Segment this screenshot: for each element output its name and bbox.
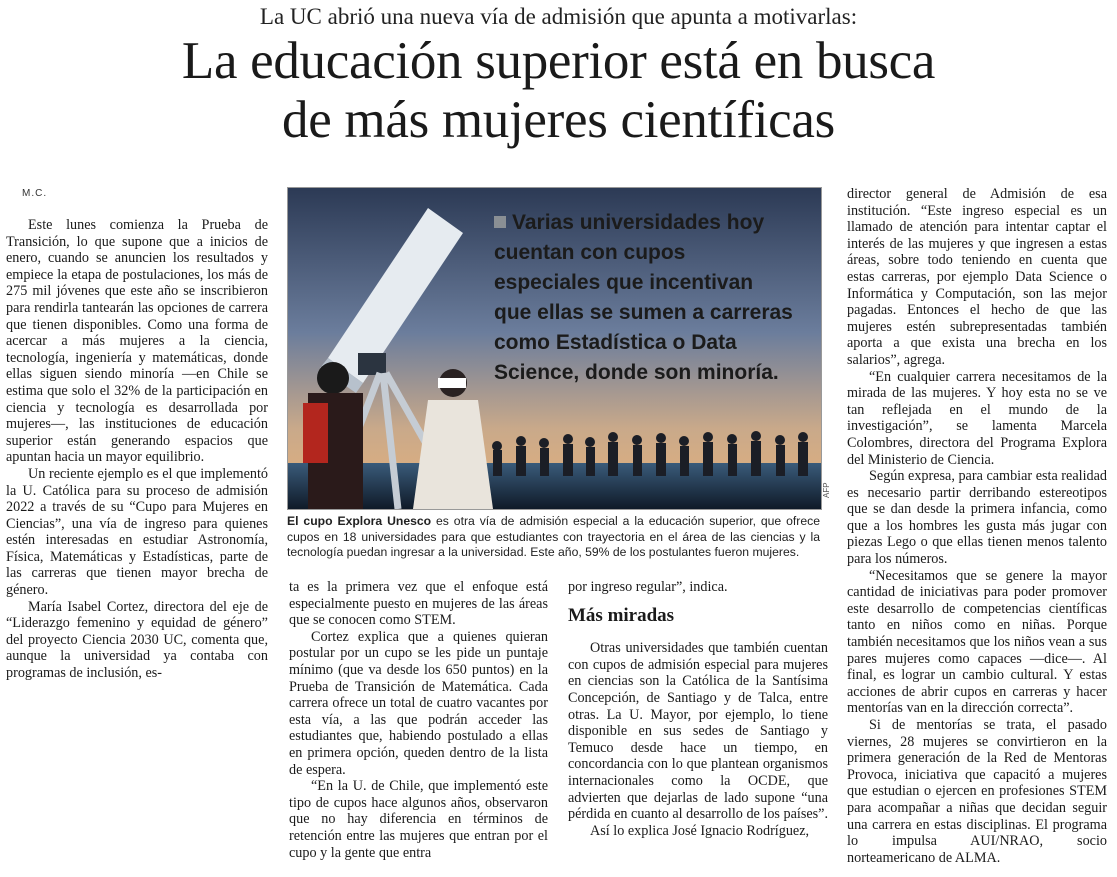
kicker: La UC abrió una nueva vía de admisión que apunta a motivarlas: [259, 4, 858, 29]
headline-line-1: La educación superior está en busca [181, 32, 936, 90]
caption-lead: El cupo Explora Unesco [287, 514, 432, 528]
article-column-3 [568, 579, 828, 839]
article-column-1 [6, 217, 268, 682]
pull-quote [494, 208, 794, 388]
headline [0, 32, 1117, 150]
paragraph: por ingreso regular”, indica. [568, 579, 728, 595]
paragraph: María Isabel Cortez, directora del eje de “Liderazgo femenino y equidad de género” del proyecto Ciencia 2030 UC, comenta que, aunque la universidad ya contaba con programas de inclusión, es- [6, 598, 268, 682]
paragraph: ta es la primera vez que el enfoque está especialmente puesto en mujeres de las áreas que se conocen como STEM. [289, 579, 548, 629]
pull-quote-text: Varias universidades hoy cuentan con cupos especiales que incentivan que ellas se sumen a carreras como Estadística o Data Science, donde son minoría. [494, 211, 793, 384]
paragraph: “Necesitamos que se genere la mayor cantidad de iniciativas para poder promover este desarrollo de competencias científicas tanto en niños como en niñas. Porque también necesitamos que los niños vean a sus pares mujeres como capaces —dice—. Al final, es lograr un cambio cultural. Y estas acciones de abrir cupos en carreras y hacer mentorías van en la dirección correcta”. [847, 567, 1107, 717]
paragraph: Si de mentorías se trata, el pasado viernes, 28 mujeres se convirtieron en la primera generación de la Red de Mentoras Provoca, iniciativa que capacitó a mujeres que estudian o ejercen en profesiones STEM para acompañar a niñas que decidan seguir una carrera en estas disciplinas. El programa lo impulsa AUI/NRAO, socio norteamericano de ALMA. [847, 717, 1107, 866]
article-photo [287, 187, 822, 510]
subheading: Más miradas [568, 604, 675, 626]
article-column-2 [289, 579, 548, 861]
paragraph: Así lo explica José Ignacio Rodríguez, [590, 822, 810, 839]
paragraph: Cortez explica que a quienes quieran postular por un cupo se les pide un puntaje mínimo (que va desde los 650 puntos) en la Prueba de Transición de Matemática. Cada carrera ofrece un total de cuatro vacantes por esta vía, a las que podrán acceder las estudiantes que, habiendo postulado a ellas en primera opción, queden dentro de la lista de espera. [289, 628, 548, 778]
byline: M.C. [22, 188, 48, 199]
caption-text: es otra vía de admisión especial a la educación superior, que ofrece cupos en 18 universidades para que estudiantes con trayectoria en el área de las ciencias y la tecnología puedan ingresar a la universidad. Este año, 59% de los postulantes fueron mujeres. [287, 514, 820, 559]
ground [288, 463, 821, 509]
paragraph: Otras universidades que también cuentan con cupos de admisión especial para mujeres en ciencias son la Católica de la Santísima Concepción, de Santiago y de Talca, entre otras. La U. Mayor, por ejemplo, lo tiene disponible en sus sedes de Santiago y Temuco desde hace un tiempo, en concordancia con lo que plantean organismos internacionales como la OCDE, que advierten que dejarlas de lado supone “una pérdida en cuanto al desarrollo de los países”. [568, 640, 829, 823]
paragraph: Según expresa, para cambiar esta realidad es necesario partir derribando estereotipos que se dan desde la primera infancia, como que a los hombres les gusta más jugar con piezas Lego o que ellas tienen menos talento para los números. [847, 468, 1107, 568]
paragraph: Un reciente ejemplo es el que implementó la U. Católica para su proceso de admisión 2022 a través de su “Cupo para Mujeres en Ciencias”, una vía de ingreso para quienes estén interesadas en estudiar Astronomía, Física, Matemáticas y Estadísticas, parte de las carreras que tienen mayor brecha de género. [6, 465, 268, 599]
photo-credit: AFP [822, 482, 831, 498]
article-column-4 [847, 186, 1107, 866]
paragraph: “En cualquier carrera necesitamos de la mirada de las mujeres. Y hoy esta no se ve tan reflejada en el mundo de la investigación”, se lamenta Marcela Colombres, directora del Programa Explora del Ministerio de Ciencia. [847, 368, 1107, 468]
photo-caption [287, 514, 820, 561]
paragraph: director general de Admisión de esa institución. “Este ingreso especial es un llamado de atención para intentar captar el interés de las mujeres y que ingresen a estas áreas, sobre todo teniendo en cuenta que estas carreras, por ejemplo Data Science o Informática y Computación, son las mejor pagadas. Entonces el hecho de que las mujeres estén subrepresentadas también aporta a que exista una brecha en los salarios”, agrega. [847, 186, 1107, 368]
pull-quote-marker [494, 216, 506, 228]
paragraph: Este lunes comienza la Prueba de Transición, lo que supone que a inicios de enero, cuando se anuncien los resultados y empiece la etapa de postulaciones, los más de 275 mil jóvenes que este año se inscribieron para rendirla tantearán las opciones de carrera que tienen disponibles. Como una forma de acercar a más mujeres a la ciencia, tecnología, ingeniería y matemáticas, donde ellas siguen siendo minoría —en Chile se estima que solo el 32% de la participación en ciencia y tecnología es desarrollada por mujeres—, las instituciones de educación superior están generando espacios que apuntan hacia un mayor equilibrio. [6, 217, 268, 466]
headline-line-2: de más mujeres científicas [282, 91, 835, 149]
paragraph: “En la U. de Chile, que implementó este tipo de cupos hace algunos años, observaron que no hay diferencia en términos de retención entre las mujeres que entran por el cupo y la gente que entra [289, 778, 548, 861]
